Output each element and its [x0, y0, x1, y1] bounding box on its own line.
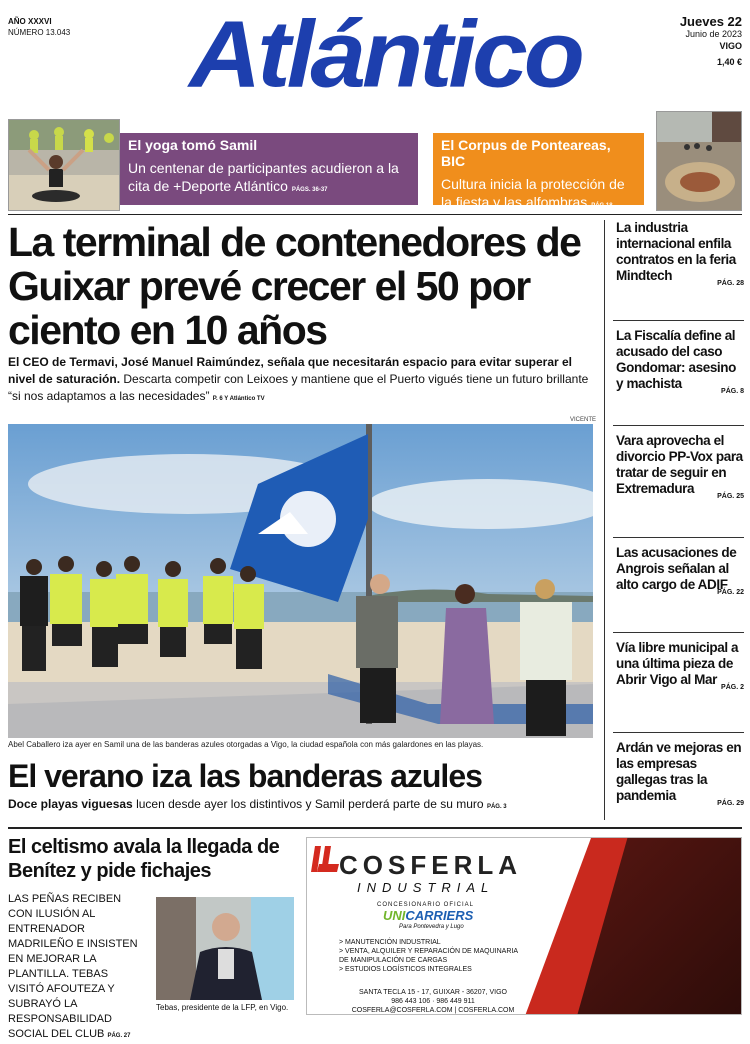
price-label: 1,40 €	[716, 57, 742, 67]
sidebar-story[interactable]	[616, 220, 744, 287]
ad-phones: 986 443 106 · 986 449 911	[391, 998, 475, 1005]
lead-page: P. 6 Y Atlántico TV	[212, 396, 265, 402]
sidebar-story[interactable]	[616, 640, 744, 691]
lead-photo[interactable]	[8, 424, 593, 738]
cosferla-ad[interactable]	[306, 837, 742, 1015]
sidebar-headline: Vara aprovecha el divorcio PP-Vox para tratar de seguir en Extremadura	[616, 433, 743, 496]
sidebar-page: PÁG. 29	[717, 800, 744, 807]
ad-brand: COSFERLA	[339, 850, 522, 880]
teaser-corpus-page: PÁG.18	[591, 203, 613, 209]
teaser-corpus[interactable]	[433, 133, 644, 210]
ad-contact	[343, 988, 523, 1015]
sidebar-separator	[613, 537, 744, 538]
masthead-divider	[8, 214, 742, 215]
ad-partner-logo	[383, 908, 473, 923]
sidebar-headline: La Fiscalía define al acusado del caso Gondomar: asesino y machista	[616, 328, 736, 391]
sidebar-headline: La industria internacional enfila contratos en la feria Mindtech	[616, 220, 736, 283]
ad-brand-sub: INDUSTRIAL	[357, 880, 495, 895]
sidebar-separator	[613, 732, 744, 733]
celtic-body	[8, 892, 146, 1044]
second-subheadline	[8, 797, 598, 811]
year-label: AÑO XXXVI	[8, 17, 52, 26]
sidebar-separator	[613, 320, 744, 321]
celtic-headline[interactable]: El celtismo avala la llegada de Benítez y pide fichajes	[8, 836, 280, 882]
ad-partner-a: UNI	[383, 908, 406, 923]
sidebar-story[interactable]	[616, 740, 744, 807]
yoga-photo[interactable]	[8, 119, 120, 211]
ad-address: SANTA TECLA 15 - 17, GUIXAR - 36207, VIGO	[359, 989, 507, 996]
sidebar-page: PÁG. 28	[717, 280, 744, 287]
sidebar-page: PÁG. 25	[717, 493, 744, 500]
sidebar-divider	[604, 220, 605, 820]
day-label: Jueves 22	[679, 14, 742, 29]
city-label: VIGO	[719, 41, 742, 51]
ad-web[interactable]: COSFERLA@COSFERLA.COM | COSFERLA.COM	[351, 1007, 515, 1014]
sidebar-headline: Vía libre municipal a una última pieza de Abrir Vigo al Mar	[616, 640, 739, 687]
lead-sub-text: Descarta competir con Leixoes y mantiene que el Puerto vigués tiene un futuro brillante “si nos adaptamos a las necesidades”	[8, 372, 589, 403]
issue-number: NÚMERO 13.043	[8, 28, 71, 37]
date-block	[680, 16, 742, 68]
sidebar-page: PÁG. 2	[721, 684, 744, 691]
teaser-yoga[interactable]	[120, 133, 418, 205]
lead-subheadline	[8, 354, 596, 408]
sidebar-headline: Ardán ve mejoras en las empresas gallegas tras la pandemia	[616, 740, 742, 803]
ad-service-item: > ESTUDIOS LOGÍSTICOS INTEGRALES	[339, 966, 472, 973]
second-page: PÁG. 3	[486, 804, 507, 810]
corpus-photo[interactable]	[656, 111, 742, 211]
lead-caption: Abel Caballero iza ayer en Samil una de las banderas azules otorgadas a Vigo, la ciudad española con más galardones en las playas.	[8, 740, 484, 749]
sidebar-headline: Las acusaciones de Angrois señalan al alto cargo de ADIF	[616, 545, 737, 592]
ad-service-item: > MANUTENCIÓN INDUSTRIAL	[339, 939, 441, 946]
bottom-divider	[8, 827, 742, 829]
sidebar-story[interactable]	[616, 433, 744, 500]
ad-logo-mark	[311, 844, 339, 874]
tebas-photo[interactable]	[156, 897, 294, 1000]
celtic-page: PÁG. 27	[107, 1033, 131, 1039]
teaser-corpus-text: Cultura inicia la protección de la fiesta y las alfombras	[441, 176, 625, 210]
edition-info	[8, 16, 70, 38]
celtic-body-text: LAS PEÑAS RECIBEN CON ILUSIÓN AL ENTRENADOR MADRILEÑO E INSISTEN EN MEJORAR LA PLANTILLA. TEBAS VISITÓ AFOUTEZA Y SUBRAYÓ LA RESPONSABILIDAD SOCIAL DEL CLUB	[8, 893, 138, 1040]
teaser-corpus-title: El Corpus de Ponteareas, BIC	[441, 137, 611, 169]
sidebar-separator	[613, 632, 744, 633]
ad-concession: CONCESIONARIO OFICIAL	[377, 902, 475, 908]
ad-partner-b: CARRIERS	[405, 908, 474, 923]
ad-services	[339, 938, 519, 974]
sidebar-story[interactable]	[616, 545, 744, 596]
celtic-caption: Tebas, presidente de la LFP, en Vigo.	[156, 1003, 289, 1012]
second-sub-bold: Doce playas viguesas	[8, 797, 133, 811]
teaser-yoga-text: Un centenar de participantes acudieron a la cita de +Deporte Atlántico	[128, 160, 399, 194]
teaser-yoga-page: PÁGS. 36-37	[291, 187, 328, 193]
newspaper-logo[interactable]: Atlántico	[189, 0, 581, 108]
sidebar-page: PÁG. 22	[717, 589, 744, 596]
second-sub-text: lucen desde ayer los distintivos y Samil perderá parte de su muro	[136, 797, 484, 811]
sidebar-story[interactable]	[616, 328, 744, 395]
lead-headline[interactable]: La terminal de contenedores de Guixar prevé crecer el 50 por ciento en 10 años	[8, 219, 581, 353]
lead-sub-bold: El CEO de Termavi, José Manuel Raimúndez, señala que necesitarán espacio para evitar superar el nivel de saturación.	[8, 355, 573, 386]
sidebar-page: PÁG. 8	[721, 388, 744, 395]
month-year: Junio de 2023	[685, 29, 742, 39]
sidebar-separator	[613, 425, 744, 426]
ad-service-item: > VENTA, ALQUILER Y REPARACIÓN DE MAQUINARIA DE MANIPULACIÓN DE CARGAS	[339, 948, 518, 964]
second-headline[interactable]: El verano iza las banderas azules	[8, 758, 482, 794]
ad-partner-sub: Para Pontevedra y Lugo	[399, 924, 464, 930]
teaser-yoga-title: El yoga tomó Samil	[128, 137, 258, 153]
photo-credit: VICENTE	[570, 417, 597, 423]
